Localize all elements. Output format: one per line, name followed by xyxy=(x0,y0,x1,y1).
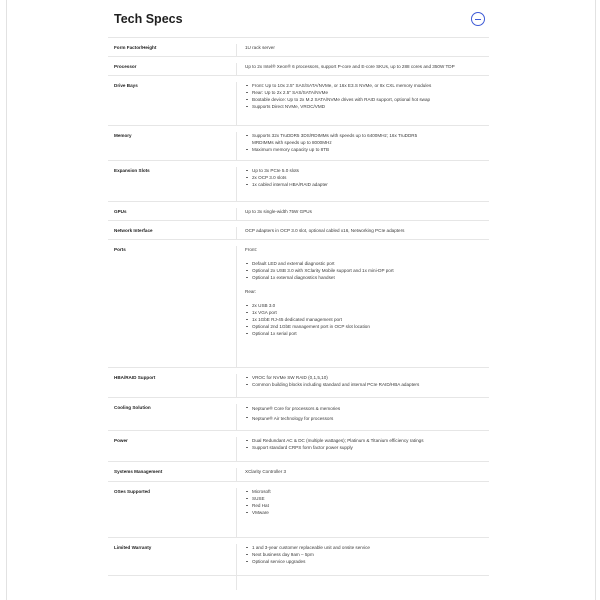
spec-value: Up to 3x single-width 75W GPUs xyxy=(245,209,312,214)
spec-label: Form Factor/Height xyxy=(108,44,237,56)
spec-row-gpus xyxy=(108,202,489,221)
spec-label: Memory xyxy=(108,132,237,160)
spec-row-expansion-slots xyxy=(108,161,489,202)
ports-front-heading: Front: xyxy=(245,247,257,252)
list-item: 2x OCP 3.0 slots xyxy=(245,174,489,181)
list-item: Microsoft xyxy=(245,488,489,495)
spec-label: OSes Supported xyxy=(108,488,237,537)
spec-row-form-factor xyxy=(108,38,489,57)
list-item: Neptune® Core for processors & memories xyxy=(245,404,489,414)
spec-list xyxy=(245,488,489,516)
spec-row-hba-raid xyxy=(108,368,489,398)
spec-row-oses xyxy=(108,482,489,538)
list-item: VROC for NVMe SW RAID (0,1,5,10) xyxy=(245,374,489,381)
spec-list xyxy=(245,167,489,188)
section-header xyxy=(114,10,489,34)
spec-label: Drive Bays xyxy=(108,82,237,125)
spec-value: Up to 2x Intel® Xeon® 6 processors, support P-core and E-core SKUs, up to 288 cores and 350W TDP xyxy=(245,64,455,69)
list-item: Support standard CRPS form factor power supply xyxy=(245,444,489,451)
list-item: Optional 1x serial port xyxy=(245,330,489,337)
spec-label: Ports xyxy=(108,246,237,367)
list-item: Default LED and external diagnostic port xyxy=(245,260,489,267)
spec-list xyxy=(245,374,489,388)
spec-label: Power xyxy=(108,437,237,461)
section-title: Tech Specs xyxy=(114,12,183,26)
list-item: Front: Up to 10x 2.5" SAS/SATA/NVMe, or 16x E3.S NVMe, or 8x CXL memory modules xyxy=(245,82,489,89)
spec-row-cooling xyxy=(108,398,489,431)
list-item: 1 and 3-year customer replaceable unit and onsite service xyxy=(245,544,489,551)
list-item: Rear: Up to 2x 2.5" SAS/SATA/NVMe xyxy=(245,89,489,96)
spec-label: GPUs xyxy=(108,208,237,220)
spec-list xyxy=(245,404,489,424)
spec-label: Expansion Slots xyxy=(108,167,237,201)
list-item: Optional 2x USB 3.0 with XClarity Mobile support and 1x mini-DP port xyxy=(245,267,489,274)
spec-label: HBA/RAID Support xyxy=(108,374,237,397)
list-item: SUSE xyxy=(245,495,489,502)
spec-label: Processor xyxy=(108,63,237,75)
list-item: Supports 32x TruDDR5 3DS/RDIMMs with speeds up to 6400MHz; 16x TruDDR5 MRDIMMs with speeds up to 8000MHz xyxy=(245,132,489,146)
spec-row-ports xyxy=(108,240,489,368)
list-item: Maximum memory capacity up to 8TB xyxy=(245,146,489,153)
specs-table xyxy=(108,37,489,590)
spec-row-systems-management xyxy=(108,462,489,482)
list-item: VMware xyxy=(245,509,489,516)
spec-row-drive-bays xyxy=(108,76,489,126)
spec-label: Cooling Solution xyxy=(108,404,237,430)
list-item: Common building blocks including standard and internal PCIe RAID/HBA adapters xyxy=(245,381,489,388)
spec-row-power xyxy=(108,431,489,462)
spec-list xyxy=(245,544,489,565)
list-item: 1x VGA port xyxy=(245,309,489,316)
list-item: Bootable device: Up to 2x M.2 SATA/NVMe drives with RAID support, optional hot swap xyxy=(245,96,489,103)
ports-rear-heading: Rear: xyxy=(245,289,257,294)
list-item: 1x 1GbE RJ-45 dedicated management port xyxy=(245,316,489,323)
spec-label: Systems Management xyxy=(108,468,237,481)
spec-list xyxy=(245,302,489,337)
list-item: Next business day 9am – 5pm xyxy=(245,551,489,558)
list-item: Optional service upgrades xyxy=(245,558,489,565)
spec-row-processor xyxy=(108,57,489,76)
list-item: Optional 2nd 1GbE management port in OCP slot location xyxy=(245,323,489,330)
list-item: Dual Redundant AC & DC (multiple wattages); Platinum & Titanium efficiency ratings xyxy=(245,437,489,444)
list-item: Supports Direct NVMe, VROC/VMD xyxy=(245,103,489,110)
list-item: 2x USB 3.0 xyxy=(245,302,489,309)
spec-value: 1U rack server xyxy=(245,45,275,50)
spec-list xyxy=(245,437,489,451)
list-item: Neptune® Air technology for processors xyxy=(245,414,489,424)
spec-label: Limited Warranty xyxy=(108,544,237,575)
spec-list xyxy=(245,132,489,153)
spec-row-warranty xyxy=(108,538,489,576)
list-item: Optional 1x external diagnostics handset xyxy=(245,274,489,281)
spec-list xyxy=(245,82,489,110)
spec-value: OCP adapters in OCP 3.0 slot, optional cabled x16, Networking PCIe adapters xyxy=(245,228,405,233)
spec-row-empty xyxy=(108,576,489,590)
spec-list xyxy=(245,260,489,281)
list-item: 1x cabled internal HBA/RAID adapter xyxy=(245,181,489,188)
tech-specs-panel xyxy=(6,0,596,600)
spec-row-network xyxy=(108,221,489,240)
list-item: Red Hat xyxy=(245,502,489,509)
list-item: Up to 3x PCIe 5.0 slots xyxy=(245,167,489,174)
spec-label: Network Interface xyxy=(108,227,237,239)
spec-row-memory xyxy=(108,126,489,161)
collapse-icon[interactable] xyxy=(471,12,485,26)
spec-value: XClarity Controller 3 xyxy=(245,469,287,474)
